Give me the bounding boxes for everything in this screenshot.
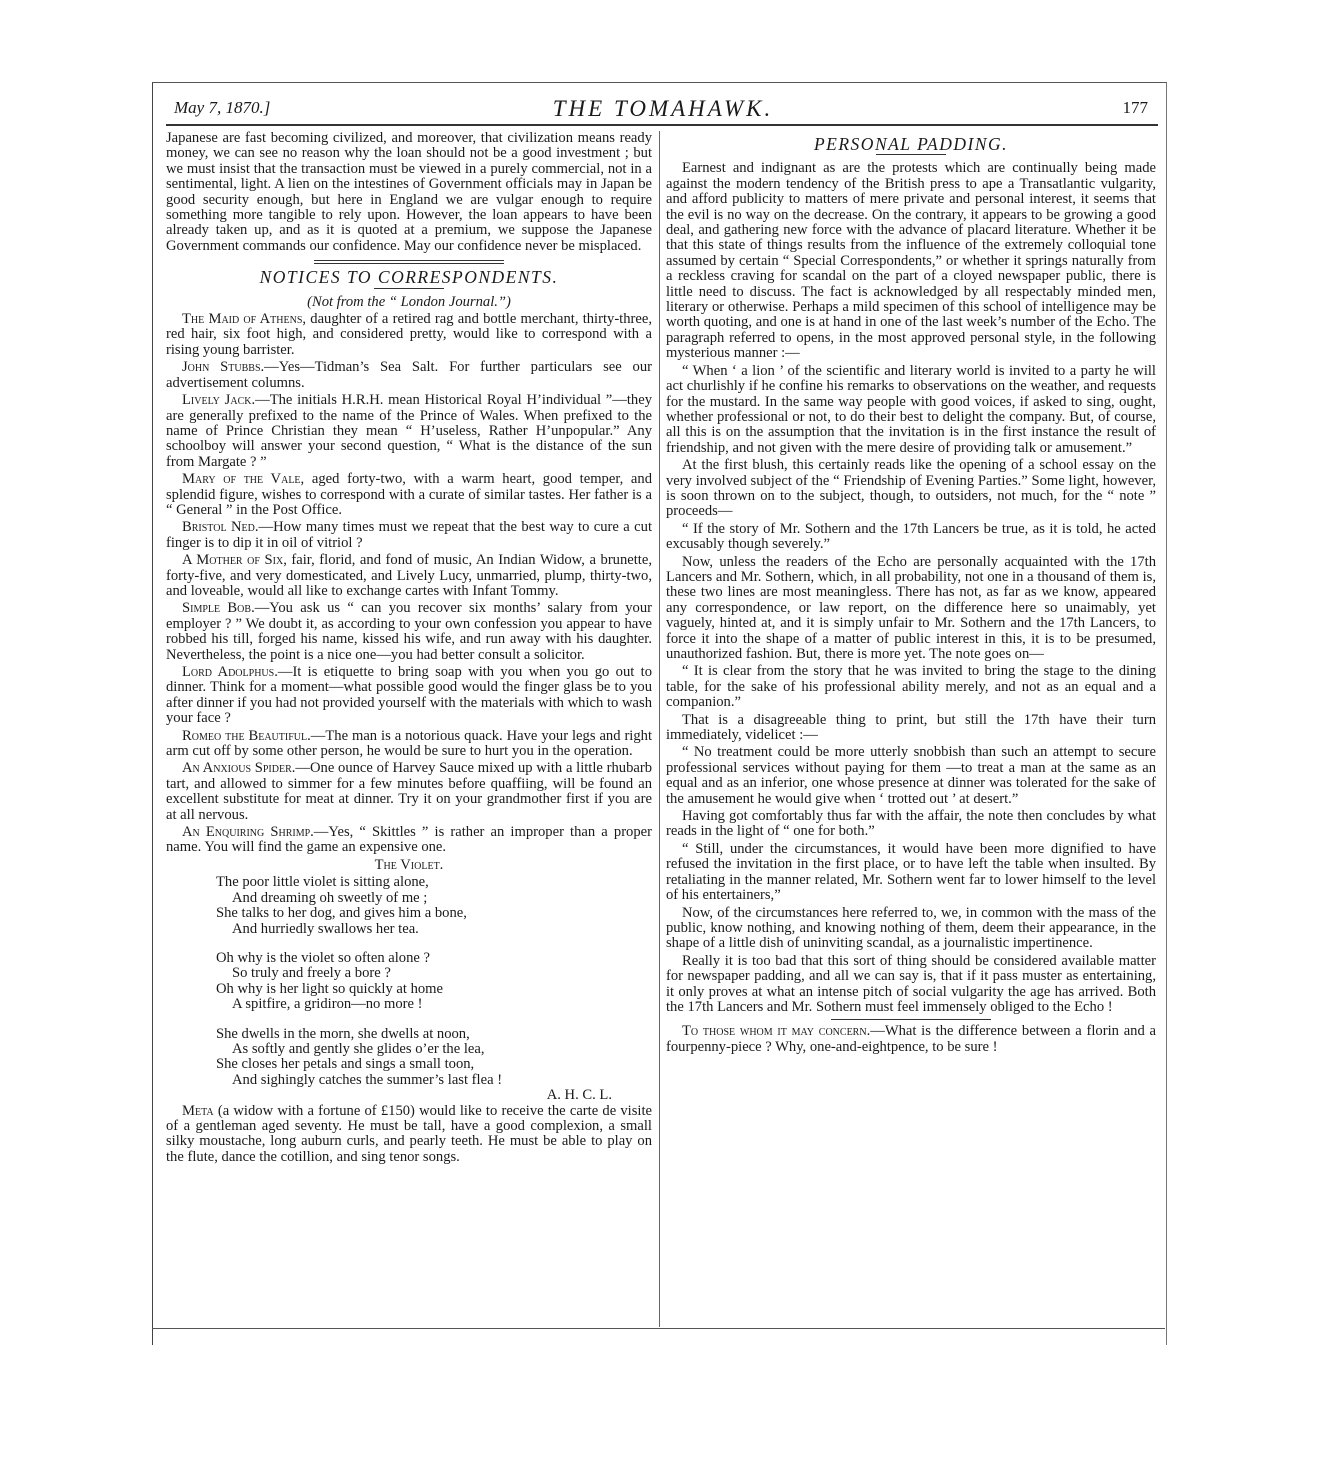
article-paragraph: “ No treatment could be more utterly snobbish than such an attempt to secure professional services without paying for them —to treat a man at the same as an equal and as an inferior, one whose presence at dinner was tolerated for the sake of the amusement he would give when ‘ trotted out ’ at desert.” (666, 744, 1156, 807)
masthead-title: THE TOMAHAWK. (552, 96, 774, 121)
article-paragraph: Now, unless the readers of the Echo are personally acquainted with the 17th Lancers and Mr. Sothern, which, in all probability, not one in a thousand of them is, these two lines are most meaningless. There has not, as far as we know, appeared any correspondence, or law report, on the difference here so unaimably, yet vaguely, hinted at, and it is simply unfair to Mr. Sothern and the 17th Lancers, to force it into the shape of a matter of public interest in this, it is to be presumed, unauthorized fashion. But, there is more yet. The note goes on— (666, 553, 1156, 662)
notice-item (166, 472, 652, 518)
poem-line: The poor little violet is sitting alone, (216, 874, 429, 891)
right-column (666, 131, 1156, 1057)
notice-item (166, 520, 652, 551)
poem-line: Oh why is her light so quickly at home (216, 980, 443, 997)
notice-name: The Maid of Athens (182, 311, 303, 328)
article-paragraph: Now, of the circumstances here referred to, we, in common with the mass of the public, know nothing, and knowing nothing of them, deem their appearance, in the shape of a little dish of uninviting scandal, as a journalistic impertinence. (666, 904, 1156, 952)
article-paragraph: At the first blush, this certainly reads like the opening of a school essay on the very involved subject of the “ Friendship of Evening Parties.” Some light, however, is soon thrown on to the subject, though, to outsiders, not much, for the “ note ” proceeds— (666, 457, 1156, 520)
notice-text: .—What is the difference between a florin and a fourpenny-piece ? Why, one-and-eightpence, to be sure ! (666, 1023, 1157, 1055)
poem-line: And hurriedly swallows her tea. (232, 920, 419, 937)
article-paragraph: “ It is clear from the story that he was invited to bring the stage to the dining table, for the sake of his professional ability merely, and not as an equal and a companion.” (666, 663, 1156, 711)
page-bottom-rule (152, 1328, 1165, 1329)
article-paragraph: “ If the story of Mr. Sothern and the 17th Lancers be true, as it is told, he acted excusably though severely.” (666, 520, 1156, 553)
notice-text: .—Yes, “ Skittles ” is rather an improper than a proper name. You will find the game an expensive one. (166, 824, 652, 856)
notice-text: .—The man is a notorious quack. Have your legs and right arm cut off by some other person, he would be sure to hurt you in the operation. (166, 727, 653, 760)
poem-line: She closes her petals and sings a small toon, (216, 1056, 475, 1073)
notice-item (166, 312, 652, 358)
notice-text: , daughter of a retired rag and bottle merchant, thirty-three, red hair, six foot high, and considered pretty, would like to correspond with a rising young barrister. (166, 311, 652, 358)
section-divider (831, 1019, 991, 1020)
notice-text: , fair, florid, and fond of music, An Indian Widow, a brunette, forty-five, and very domesticated, and Lively Lucy, unmarried, plump, thirty-two, and loveable, would all like to exchange cartes with Infant Tommy. (166, 552, 652, 599)
article-paragraph: Really it is too bad that this sort of thing should be considered available matter for newspaper padding, and all we can say is, that if it pass muster as entertaining, it only proves at what an intense pitch of social vulgarity the age has arrived. Both the 17th Lancers and Mr. Sothern must feel immensely obliged to the Echo ! (666, 952, 1156, 1015)
notice-item (166, 360, 652, 391)
notice-item (166, 665, 652, 727)
article-paragraph: “ When ‘ a lion ’ of the scientific and literary world is invited to a party he will act churlishly if he confine his remarks to observations on the weather, and requests for the mustard. In the same way people with good voices, if asked to sing, ought, whether professional or not, to do their best to delight the company. But, of course, all this is on the assumption that the invitation is in the first instance the result of friendship, and not given with the mere desire of providing talk or amusement.” (666, 362, 1156, 456)
notice-item (166, 553, 652, 599)
poem-line: And sighingly catches the summer’s last flea ! (232, 1071, 503, 1088)
poem-title: The Violet. (374, 856, 444, 873)
notice-text: .—Yes—Tidman’s Sea Salt. For further particulars see our advertisement columns. (166, 359, 652, 391)
column-divider (659, 131, 660, 1327)
notice-item (166, 825, 652, 856)
notice-text: .—One ounce of Harvey Sauce mixed up with a little rhubarb tart, and allowed to simmer for a few minutes before quaffiing, will be found an excellent substitute for meat at dinner. Try it on your grandmother first if you are at all nervous. (166, 760, 653, 823)
heading-rule (876, 154, 946, 155)
poem-line: Oh why is the violet so often alone ? (216, 949, 430, 966)
poem-body (216, 875, 652, 1088)
notice-item (166, 601, 652, 663)
notice-name: Mary of the Vale (182, 471, 301, 488)
issue-date: May 7, 1870.] (174, 98, 271, 117)
notice-name: To those whom it may concern (682, 1023, 867, 1040)
notices-subheading: (Not from the “ London Journal.”) (307, 293, 511, 310)
article-body (666, 161, 1156, 1015)
notice-text: (a widow with a fortune of £150) would like to receive the carte de visite of a gentleman aged seventy. He must be tall, have a good complexion, a small silky moustache, long auburn curls, and pearly teeth. He must be able to play on the flute, dance the cotillion, and sing tenor songs. (166, 1102, 652, 1165)
poem-line: So truly and freely a bore ? (232, 965, 391, 982)
notice-name: Lord Adolphus (182, 664, 275, 680)
article-paragraph: Having got comfortably thus far with the affair, the note then concludes by what reads in the light of “ one for both.” (666, 808, 1156, 840)
header-rule (166, 124, 1158, 126)
poem-line: As softly and gently she glides o’er the lea, (232, 1040, 485, 1057)
left-column (166, 131, 652, 1167)
poem-line: And dreaming oh sweetly of me ; (232, 889, 428, 906)
notice-name: A Mother of Six (182, 552, 284, 569)
notice-text: .—The initials H.R.H. mean Historical Royal H’individual ”—they are generally prefixed to the name of the Prince of Wales. When prefixed to the name of Prince Christian they mean “ H’useless, Rather H’unpopular.” Any schoolboy will answer your second question, “ What is the distance of the sun from Margate ? ” (166, 392, 652, 470)
notice-name: Romeo the Beautiful (182, 727, 308, 744)
poem-line: A spitfire, a gridiron—no more ! (232, 996, 423, 1013)
notice-text: .—You ask us “ can you recover six months’ salary from your employer ? ” We doubt it, as according to your own confession you appear to have robbed his till, forged his name, kissed his wife, and run away with his daughter. Nevertheless, the point is a nice one—you had better consult a solicitor. (166, 600, 652, 663)
personal-padding-heading: PERSONAL PADDING. (813, 134, 1009, 154)
notices-list (166, 312, 652, 856)
notice-name: Simple Bob (182, 600, 252, 617)
meta-notice (166, 1104, 652, 1166)
notice-name: An Enquiring Shrimp (182, 824, 311, 841)
heading-rule (374, 288, 444, 289)
notice-name: An Anxious Spider (182, 760, 292, 777)
article-paragraph: “ Still, under the circumstances, it would have been more dignified to have refused the invitation in the first place, or to have left the table when insulted. By retaliating in the manner related, Mr. Sothern went far to lower himself to the level of his entertainers,” (666, 840, 1156, 904)
poem-line: She talks to her dog, and gives him a bone, (216, 905, 467, 922)
page-number: 177 (1122, 98, 1148, 117)
closing-notice (666, 1024, 1156, 1055)
stanza-gap (216, 1013, 652, 1027)
notice-name: Bristol Ned (182, 519, 255, 536)
japanese-loan-paragraph: Japanese are fast becoming civilized, and moreover, that civilization means ready money, we can see no reason why the loan should not be a good investment ; but we must insist that the transaction must be viewed in a purely commercial, not in a sentimental, light. A lien on the intestines of Government officials may in Japan be good security enough, but here in England we are vulgar enough to require something more tangible to rely upon. However, the loan appears to have been already taken up, and as it is quoted at a premium, we suppose the Japanese Government commands our confidence. May our confidence never be misplaced. (166, 130, 652, 254)
notice-name: Lively Jack (182, 392, 252, 409)
notice-item (166, 393, 652, 470)
article-paragraph: Earnest and indignant as are the protests which are continually being made against the modern tendency of the British press to ape a Transatlantic vulgarity, and afford publicity to matters of mere private and personal interest, it seems that the evil is no way on the decrease. On the contrary, it appears to be growing a good deal, and gathering new force with the advance of placard literature. Whether it be that this state of things results from the influence of the extremely colloquial tone assumed by certain “ Special Correspondents,” or whether it springs naturally from a reckless craving for scandal on the part of a cloyed newspaper public, there is little need to discuss. The fact is acknowledged by all respectably minded men, literary or otherwise. Perhaps a mild specimen of this school of intelligence may be worth quoting, and one is at hand in one of the last week’s number of the Echo. The paragraph referred to opens, in the most approved personal style, in the following mysterious manner :— (666, 160, 1156, 362)
notice-item (166, 761, 652, 823)
section-divider (314, 260, 504, 264)
notice-name: John Stubbs (182, 359, 261, 376)
notice-text: , aged forty-two, with a warm heart, good temper, and splendid figure, wishes to correspond with a curate of similar tastes. Her father is a “ General ” in the Post Office. (166, 471, 653, 518)
notice-text: .—How many times must we repeat that the best way to cure a cut finger is to dip it in oil of vitriol ? (166, 519, 652, 551)
notice-text: .—It is etiquette to bring soap with you when you go out to dinner. Think for a moment—what possible good would the finger glass be to you after dinner if you had not provided yourself with the materials with which to wash your face ? (166, 664, 652, 727)
notice-item (166, 729, 652, 760)
notices-heading: NOTICES TO CORRESPONDENTS. (259, 267, 559, 288)
stanza-gap (216, 937, 652, 951)
notice-name: Meta (182, 1102, 214, 1119)
article-paragraph: That is a disagreeable thing to print, but still the 17th have their turn immediately, videlicet :— (666, 711, 1156, 744)
poem-line: She dwells in the morn, she dwells at noon, (216, 1025, 470, 1042)
page-header (170, 96, 1156, 122)
poem-signature: A. H. C. L. (546, 1087, 612, 1104)
